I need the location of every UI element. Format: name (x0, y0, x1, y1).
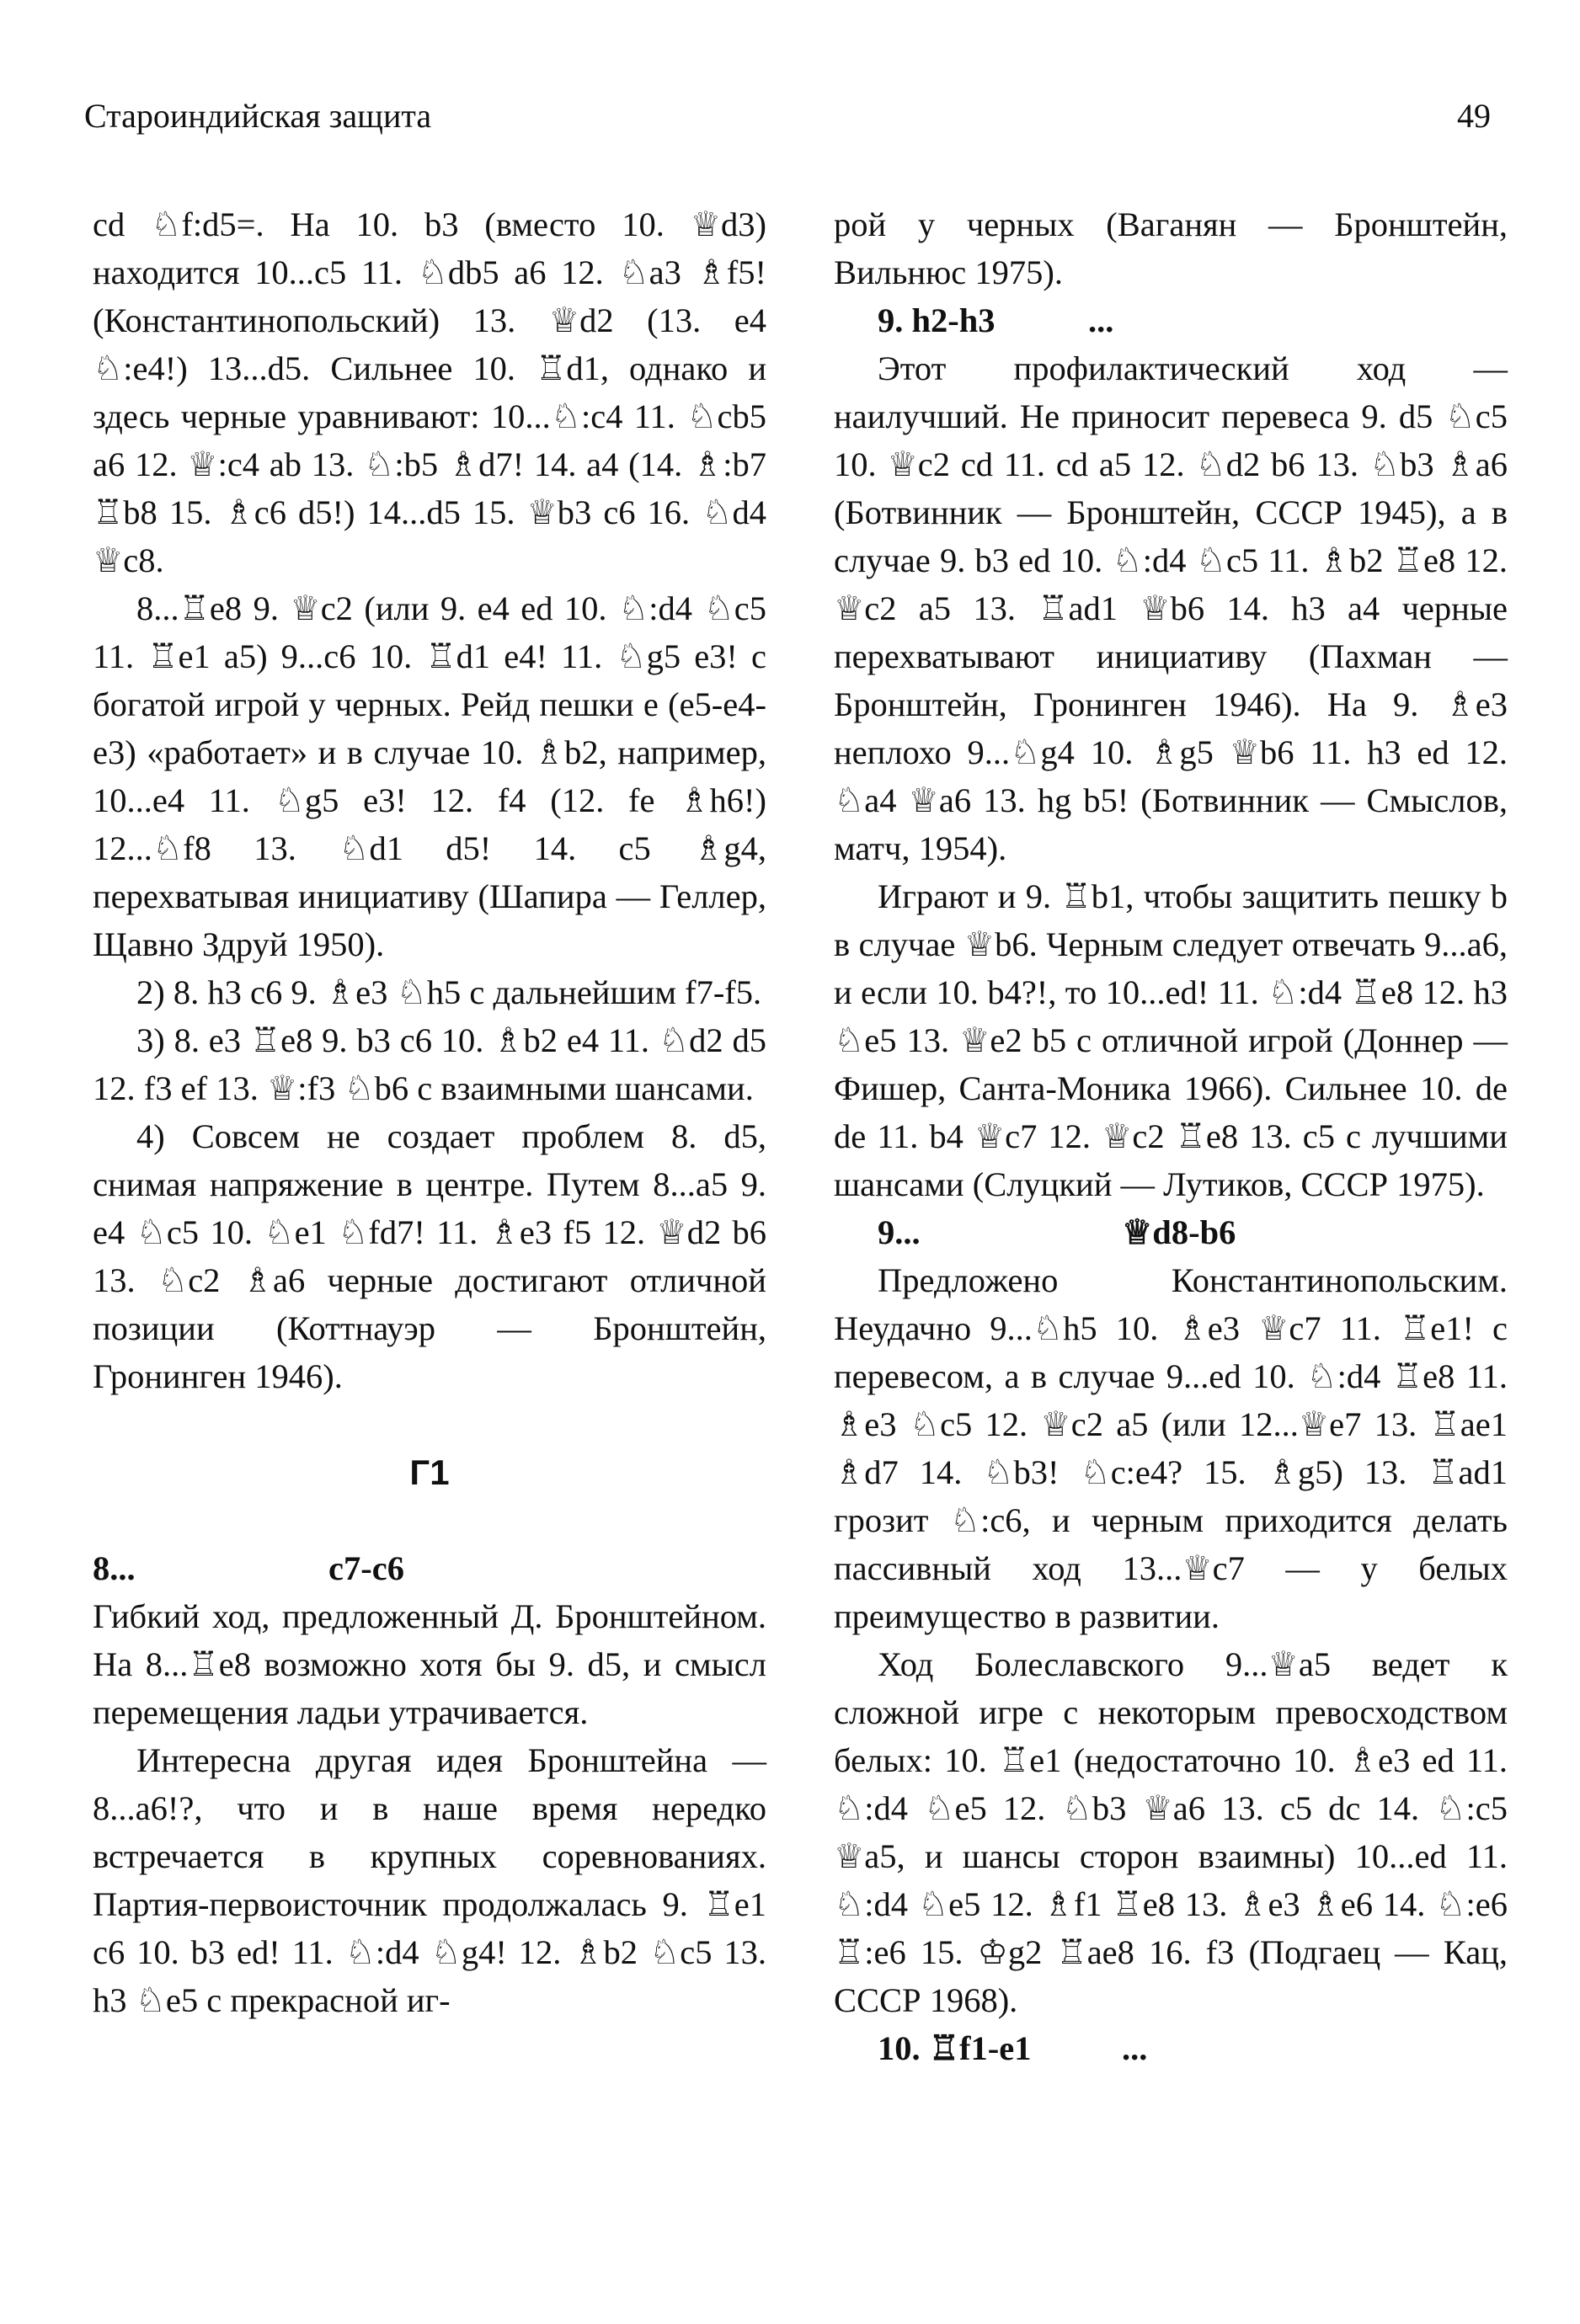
paragraph: Этот профилактический ход — наилучший. Не приносит перевеса 9. d5 ♘c5 10. ♕c2 cd 11. cd a5 12. ♘d2 b6 13. ♘b3 ♗a6 (Ботвинник — Бронштейн, СССР 1945), а в случае 9. b3 ed 10. ♘:d4 ♘c5 11. ♗b2 ♖e8 12. ♕c2 a5 13. ♖ad1 ♕b6 14. h3 a4 черные перехватывают инициативу (Пахман — Бронштейн, Гронинген 1946). На 9. ♗e3 неплохо 9...♘g4 10. ♗g5 ♕b6 11. h3 ed 12. ♘a4 ♕a6 13. hg b5! (Ботвинник — Смыслов, матч, 1954). (834, 349, 1508, 867)
move-notation: ... (1088, 301, 1114, 339)
paragraph: Предложено Константинопольским. Неудачно 9...♘h5 10. ♗e3 ♕c7 11. ♖e1! с перевесом, а в случае 9...ed 10. ♘:d4 ♖e8 11. ♗e3 ♘c5 12. ♕c2 a5 (или 12...♕e7 13. ♖ae1 ♗d7 14. ♘b3! ♘c:e4? 15. ♗g5) 13. ♖ad1 грозит ♘:c6, и черным приходится делать пассивный ход 13...♕c7 — у белых преимущество в развитии. (834, 1261, 1508, 1635)
move-heading (834, 1208, 1508, 1256)
paragraph: Гибкий ход, предложенный Д. Бронштейном. На 8...♖e8 возможно хотя бы 9. d5, и смысл перемещения ладьи утрачивается. (93, 1597, 766, 1731)
paragraph: 4) Совсем не создает проблем 8. d5, снимая напряжение в центре. Путем 8...a5 9. e4 ♘c5 10. ♘e1 ♘fd7! 11. ♗e3 f5 12. ♕d2 b6 13. ♘c2 ♗a6 черные достигают отличной позиции (Коттнауэр — Бронштейн, Гронинген 1946). (93, 1117, 766, 1395)
paragraph: cd ♘f:d5=. На 10. b3 (вместо 10. ♕d3) находится 10...c5 11. ♘db5 a6 12. ♘a3 ♗f5! (Константинопольский) 13. ♕d2 (13. e4 ♘:e4!) 13...d5. Сильнее 10. ♖d1, однако и здесь черные уравнивают: 10...♘:c4 11. ♘cb5 a6 12. ♕:c4 ab 13. ♘:b5 ♗d7! 14. a4 (14. ♗:b7 ♖b8 15. ♗c6 d5!) 14...d5 15. ♕b3 c6 16. ♘d4 ♕c8. (93, 205, 766, 579)
move-notation: ♕d8-b6 (1122, 1213, 1236, 1251)
move-number: 9. h2-h3 (878, 301, 996, 339)
move-heading (834, 2024, 1508, 2072)
move-number: 9... (878, 1213, 921, 1251)
left-column (93, 200, 766, 2024)
paragraph: 3) 8. e3 ♖e8 9. b3 c6 10. ♗b2 e4 11. ♘d2 d5 12. f3 ef 13. ♕:f3 ♘b6 с взаимными шансами. (93, 1021, 766, 1107)
page-number: 49 (1457, 97, 1491, 135)
section-heading: Г1 (409, 1452, 450, 1492)
move-number: 10. ♖f1-e1 (878, 2029, 1032, 2067)
right-column (834, 200, 1508, 2072)
paragraph: Интересна другая идея Бронштейна — 8...a6!?, что и в наше время нередко встречается в крупных соревнованиях. Партия-первоисточник продолжалась 9. ♖e1 c6 10. b3 ed! 11. ♘:d4 ♘g4! 12. ♗b2 ♘c5 13. h3 ♘e5 с прекрасной иг- (93, 1741, 766, 2019)
paragraph: Играют и 9. ♖b1, чтобы защитить пешку b в случае ♕b6. Черным следует отвечать 9...a6, и если 10. b4?!, то 10...ed! 11. ♘:d4 ♖e8 12. h3 ♘e5 13. ♕e2 b5 с отличной игрой (Доннер — Фишер, Санта-Моника 1966). Сильнее 10. de de 11. b4 ♕c7 12. ♕c2 ♖e8 13. c5 с лучшими шансами (Слуцкий — Лутиков, СССР 1975). (834, 877, 1508, 1203)
move-notation: c7-c6 (328, 1549, 404, 1587)
move-heading (93, 1544, 766, 1592)
move-number: 8... (93, 1549, 136, 1587)
move-notation: ... (1122, 2029, 1148, 2067)
paragraph: 2) 8. h3 c6 9. ♗e3 ♘h5 с дальнейшим f7-f5. (136, 973, 762, 1011)
paragraph: Ход Болеславского 9...♕a5 ведет к сложной игре с некоторым превосходством белых: 10. ♖e1 (недостаточно 10. ♗e3 ed 11. ♘:d4 ♘e5 12. ♘b3 ♕a6 13. c5 dc 14. ♘:c5 ♕a5, и шансы сторон взаимны) 10...ed 11. ♘:d4 ♘e5 12. ♗f1 ♖e8 13. ♗e3 ♗e6 14. ♘:e6 ♖:e6 15. ♔g2 ♖ae8 16. f3 (Подгаец — Кац, СССР 1968). (834, 1645, 1508, 2019)
move-heading (834, 296, 1508, 344)
paragraph: 8...♖e8 9. ♕c2 (или 9. e4 ed 10. ♘:d4 ♘c5 11. ♖e1 a5) 9...c6 10. ♖d1 e4! 11. ♘g5 e3! с богатой игрой у черных. Рейд пешки e (e5-e4-e3) «работает» и в случае 10. ♗b2, например, 10...e4 11. ♘g5 e3! 12. f4 (12. fe ♗h6!) 12...♘f8 13. ♘d1 d5! 14. c5 ♗g4, перехватывая инициативу (Шапира — Геллер, Щавно Здруй 1950). (93, 589, 766, 963)
running-title: Староиндийская защита (84, 97, 432, 135)
page-header (84, 91, 1491, 141)
paragraph: рой у черных (Ваганян — Бронштейн, Вильнюс 1975). (834, 205, 1508, 291)
